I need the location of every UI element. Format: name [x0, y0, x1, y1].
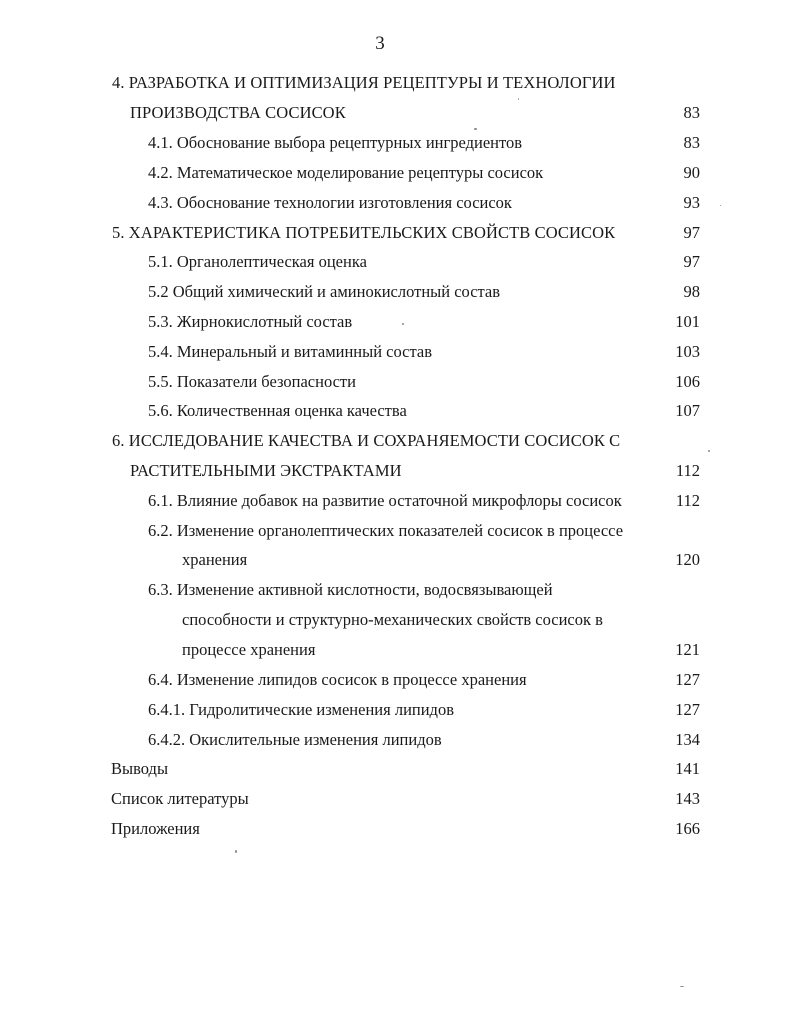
toc-entry-text: 6.3. Изменение активной кислотности, водосвязывающей: [148, 580, 553, 599]
toc-section-5-4: [0, 337, 791, 367]
toc-section-6-2-cont: [0, 545, 791, 575]
toc-section-6-4: [0, 665, 791, 695]
toc-section-6-4-1: [0, 695, 791, 725]
toc-entry-text: 6.4. Изменение липидов сосисок в процессе хранения: [148, 670, 527, 689]
toc-entry-page: 101: [675, 312, 700, 331]
toc-section-5-1: [0, 247, 791, 277]
toc-chapter-6-title-cont: [0, 456, 791, 486]
page-number: 3: [375, 33, 385, 54]
toc-section-6-3-cont: [0, 635, 791, 665]
scan-speck: [720, 205, 721, 206]
toc-section-4-2: [0, 158, 791, 188]
toc-entry-text: Выводы: [111, 759, 169, 778]
toc-entry-text: 6.2. Изменение органолептических показателей сосисок в процессе: [148, 521, 624, 540]
toc-section-6-2: [0, 516, 791, 546]
toc-entry-text: ПРОИЗВОДСТВА СОСИСОК: [130, 103, 346, 122]
toc-entry-page: 141: [675, 759, 700, 778]
toc-entry-page: 166: [675, 819, 700, 838]
toc-entry-text: 6.4.1. Гидролитические изменения липидов: [148, 700, 454, 719]
toc-entry-page: 98: [683, 282, 700, 301]
scan-speck: [518, 98, 519, 100]
toc-entry-text: Приложения: [111, 819, 200, 838]
toc-references: [0, 784, 791, 814]
toc-section-4-1: [0, 128, 791, 158]
toc-entry-page: 127: [675, 670, 700, 689]
toc-entry-page: 112: [675, 461, 700, 480]
toc-entry-text: 5.2 Общий химический и аминокислотный состав: [148, 282, 501, 301]
scan-speck: [235, 850, 237, 853]
toc-entry-page: 112: [675, 491, 700, 510]
toc-entry-page: 97: [683, 223, 700, 242]
toc-entry-text: процессе хранения: [182, 640, 316, 659]
toc-section-4-3: [0, 188, 791, 218]
toc-entry-page: 97: [683, 252, 700, 271]
toc-entry-page: 83: [683, 133, 700, 152]
toc-entry-page: 127: [675, 700, 700, 719]
scan-speck: [680, 986, 684, 987]
toc-entry-text: 5.5. Показатели безопасности: [148, 372, 356, 391]
toc-entry-text: 5.4. Минеральный и витаминный состав: [148, 342, 432, 361]
toc-entry-text: способности и структурно-механических свойств сосисок в: [182, 610, 603, 629]
toc-entry-page: 107: [675, 401, 700, 420]
toc-entry-text: РАСТИТЕЛЬНЫМИ ЭКСТРАКТАМИ: [130, 461, 402, 480]
toc-entry-text: 5.6. Количественная оценка качества: [148, 401, 407, 420]
scan-speck: [708, 450, 710, 452]
toc-chapter-5-title: [0, 218, 791, 248]
toc-entry-text: 6.1. Влияние добавок на развитие остаточной микрофлоры сосисок: [148, 491, 622, 510]
toc-section-6-3: [0, 575, 791, 605]
toc-entry-text: 4.1. Обоснование выбора рецептурных ингредиентов: [148, 133, 523, 152]
toc-entry-page: 106: [675, 372, 700, 391]
toc-entry-text: хранения: [182, 550, 248, 569]
toc-entry-text: 6.4.2. Окислительные изменения липидов: [148, 730, 442, 749]
toc-chapter-6-title: [0, 426, 791, 456]
toc-chapter-4-title: [0, 68, 791, 98]
toc-entry-text: 4.3. Обоснование технологии изготовления сосисок: [148, 193, 512, 212]
toc-appendices: [0, 814, 791, 844]
toc-entry-page: 134: [675, 730, 700, 749]
toc-entry-page: 103: [675, 342, 700, 361]
toc-entry-text: 5. ХАРАКТЕРИСТИКА ПОТРЕБИТЕЛЬСКИХ СВОЙСТВ СОСИСОК: [112, 223, 616, 242]
toc-section-5-6: [0, 396, 791, 426]
toc-section-5-2: [0, 277, 791, 307]
scan-speck: [402, 323, 404, 325]
toc-entry-text: 5.3. Жирнокислотный состав: [148, 312, 353, 331]
toc-entry-page: 83: [683, 103, 700, 122]
toc-entry-page: 121: [675, 640, 700, 659]
toc-entry-page: 120: [675, 550, 700, 569]
toc-entry-text: Список литературы: [111, 789, 249, 808]
toc-entry-text: 4. РАЗРАБОТКА И ОПТИМИЗАЦИЯ РЕЦЕПТУРЫ И ТЕХНОЛОГИИ: [112, 73, 616, 92]
toc-conclusions: [0, 754, 791, 784]
scan-speck: [474, 128, 477, 130]
toc-section-6-3-cont: [0, 605, 791, 635]
toc-chapter-4-title-cont: [0, 98, 791, 128]
toc-entry-text: 5.1. Органолептическая оценка: [148, 252, 367, 271]
toc-section-5-5: [0, 367, 791, 397]
toc-entry-text: 4.2. Математическое моделирование рецептуры сосисок: [148, 163, 544, 182]
toc-entry-page: 143: [675, 789, 700, 808]
toc-section-5-3: [0, 307, 791, 337]
toc-entry-text: 6. ИССЛЕДОВАНИЕ КАЧЕСТВА И СОХРАНЯЕМОСТИ СОСИСОК С: [112, 431, 621, 450]
toc-entry-page: 93: [683, 193, 700, 212]
toc-entry-page: 90: [683, 163, 700, 182]
toc-section-6-4-2: [0, 725, 791, 755]
toc-section-6-1: [0, 486, 791, 516]
